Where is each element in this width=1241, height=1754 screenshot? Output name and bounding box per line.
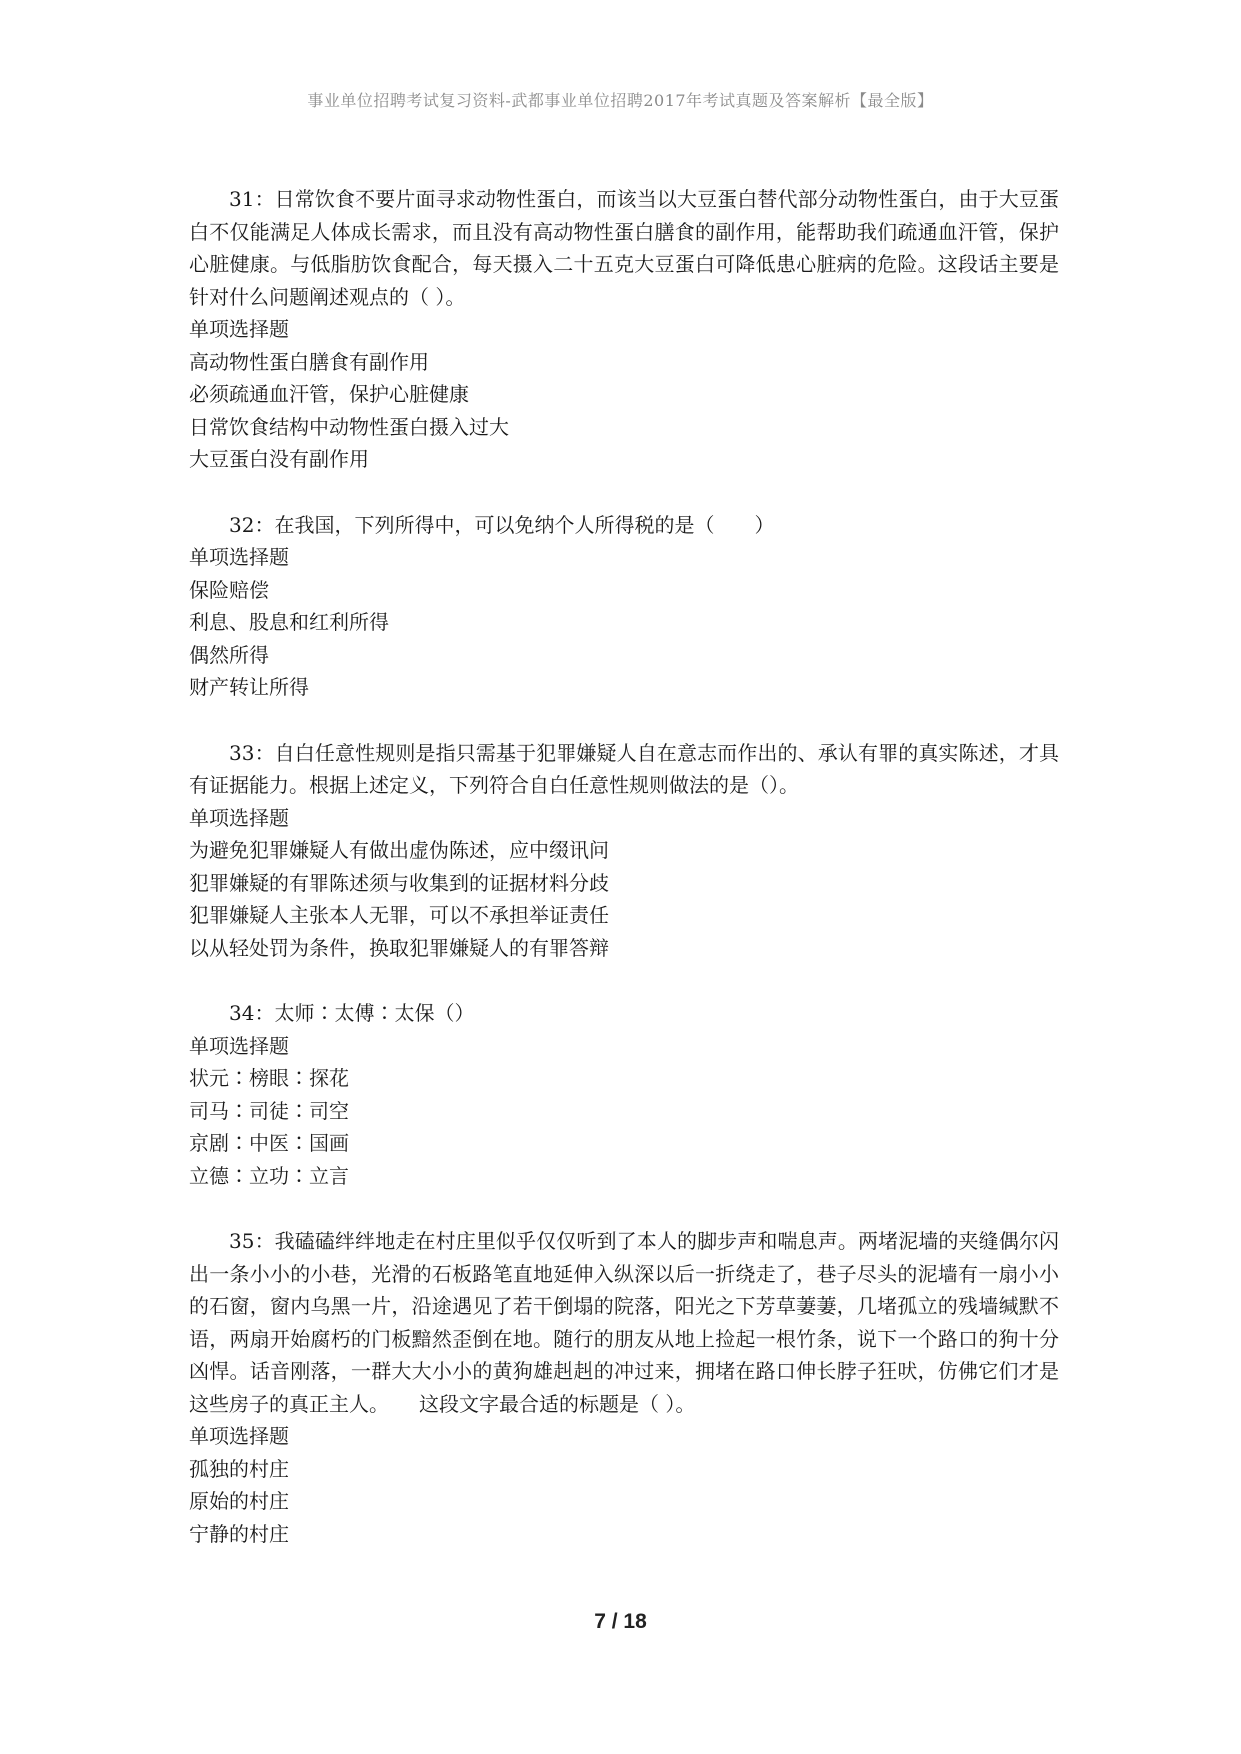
question-33	[189, 737, 1059, 965]
option-c: 犯罪嫌疑人主张本人无罪，可以不承担举证责任	[189, 903, 609, 927]
option-a: 保险赔偿	[189, 577, 269, 602]
question-31	[189, 183, 1059, 476]
question-type: 单项选择题	[189, 545, 289, 569]
option-c: 日常饮食结构中动物性蛋白摄入过大	[189, 414, 509, 439]
option-c: 偶然所得	[189, 642, 269, 667]
question-type: 单项选择题	[189, 317, 289, 341]
option-d: 财产转让所得	[189, 675, 309, 699]
option-b: 利息、股息和红利所得	[189, 610, 389, 634]
question-type: 单项选择题	[189, 1033, 289, 1058]
question-type: 单项选择题	[189, 805, 289, 830]
question-32	[189, 509, 1059, 704]
question-stem: 34：太师∶太傅∶太保（）	[229, 1001, 475, 1025]
option-d: 大豆蛋白没有副作用	[189, 447, 369, 471]
question-stem: 33：自白任意性规则是指只需基于犯罪嫌疑人自在意志而作出的、承认有罪的真实陈述，才具有证据能力。根据上述定义，下列符合自白任意性规则做法的是（）。	[189, 740, 1059, 797]
option-a: 状元∶榜眼∶探花	[189, 1066, 349, 1090]
option-c: 京剧∶中医∶国画	[189, 1131, 349, 1155]
page-header: 事业单位招聘考试复习资料-武都事业单位招聘2017年考试真题及答案解析【最全版】	[307, 91, 934, 110]
question-stem: 35：我磕磕绊绊地走在村庄里似乎仅仅听到了本人的脚步声和喘息声。两堵泥墙的夹缝偶尔闪出一条小小的小巷，光滑的石板路笔直地延伸入纵深以后一折绕走了，巷子尽头的泥墙有一扇小小的石窗，窗内乌黑一片，沿途遇见了若干倒塌的院落，阳光之下芳草萋萋，几堵孤立的残墙缄默不语，两扇开始腐朽的门板黯然歪倒在地。随行的朋友从地上捡起一根竹条，说下一个路口的狗十分凶悍。话音刚落，一群大大小小的黄狗雄赳赳的冲过来，拥堵在路口伸长脖子狂吠，仿佛它们才是这些房子的真正主人。 这段文字最合适的标题是（ ）。	[189, 1229, 1059, 1416]
option-a: 为避免犯罪嫌疑人有做出虚伪陈述，应中缀讯问	[189, 838, 609, 862]
option-d: 立德∶立功∶立言	[189, 1163, 349, 1188]
option-c: 宁静的村庄	[189, 1521, 289, 1546]
question-stem: 32：在我国，下列所得中，可以免纳个人所得税的是（ ）	[229, 512, 775, 537]
page-number: 7 / 18	[594, 1610, 647, 1633]
question-type: 单项选择题	[189, 1424, 289, 1448]
document-body	[189, 183, 1059, 1583]
question-stem: 31：日常饮食不要片面寻求动物性蛋白，而该当以大豆蛋白替代部分动物性蛋白，由于大豆蛋白不仅能满足人体成长需求，而且没有高动物性蛋白膳食的副作用，能帮助我们疏通血汗管，保护心脏健康。与低脂肪饮食配合，每天摄入二十五克大豆蛋白可降低患心脏病的危险。这段话主要是针对什么问题阐述观点的（ ）。	[189, 187, 1059, 309]
option-b: 司马∶司徒∶司空	[189, 1098, 349, 1123]
option-d: 以从轻处罚为条件，换取犯罪嫌疑人的有罪答辩	[189, 935, 609, 960]
question-35	[189, 1225, 1059, 1550]
question-34	[189, 997, 1059, 1192]
option-a: 孤独的村庄	[189, 1456, 289, 1481]
option-b: 犯罪嫌疑的有罪陈述须与收集到的证据材料分歧	[189, 870, 609, 895]
option-b: 原始的村庄	[189, 1489, 289, 1513]
option-a: 高动物性蛋白膳食有副作用	[189, 349, 429, 374]
option-b: 必须疏通血汗管，保护心脏健康	[189, 382, 469, 406]
